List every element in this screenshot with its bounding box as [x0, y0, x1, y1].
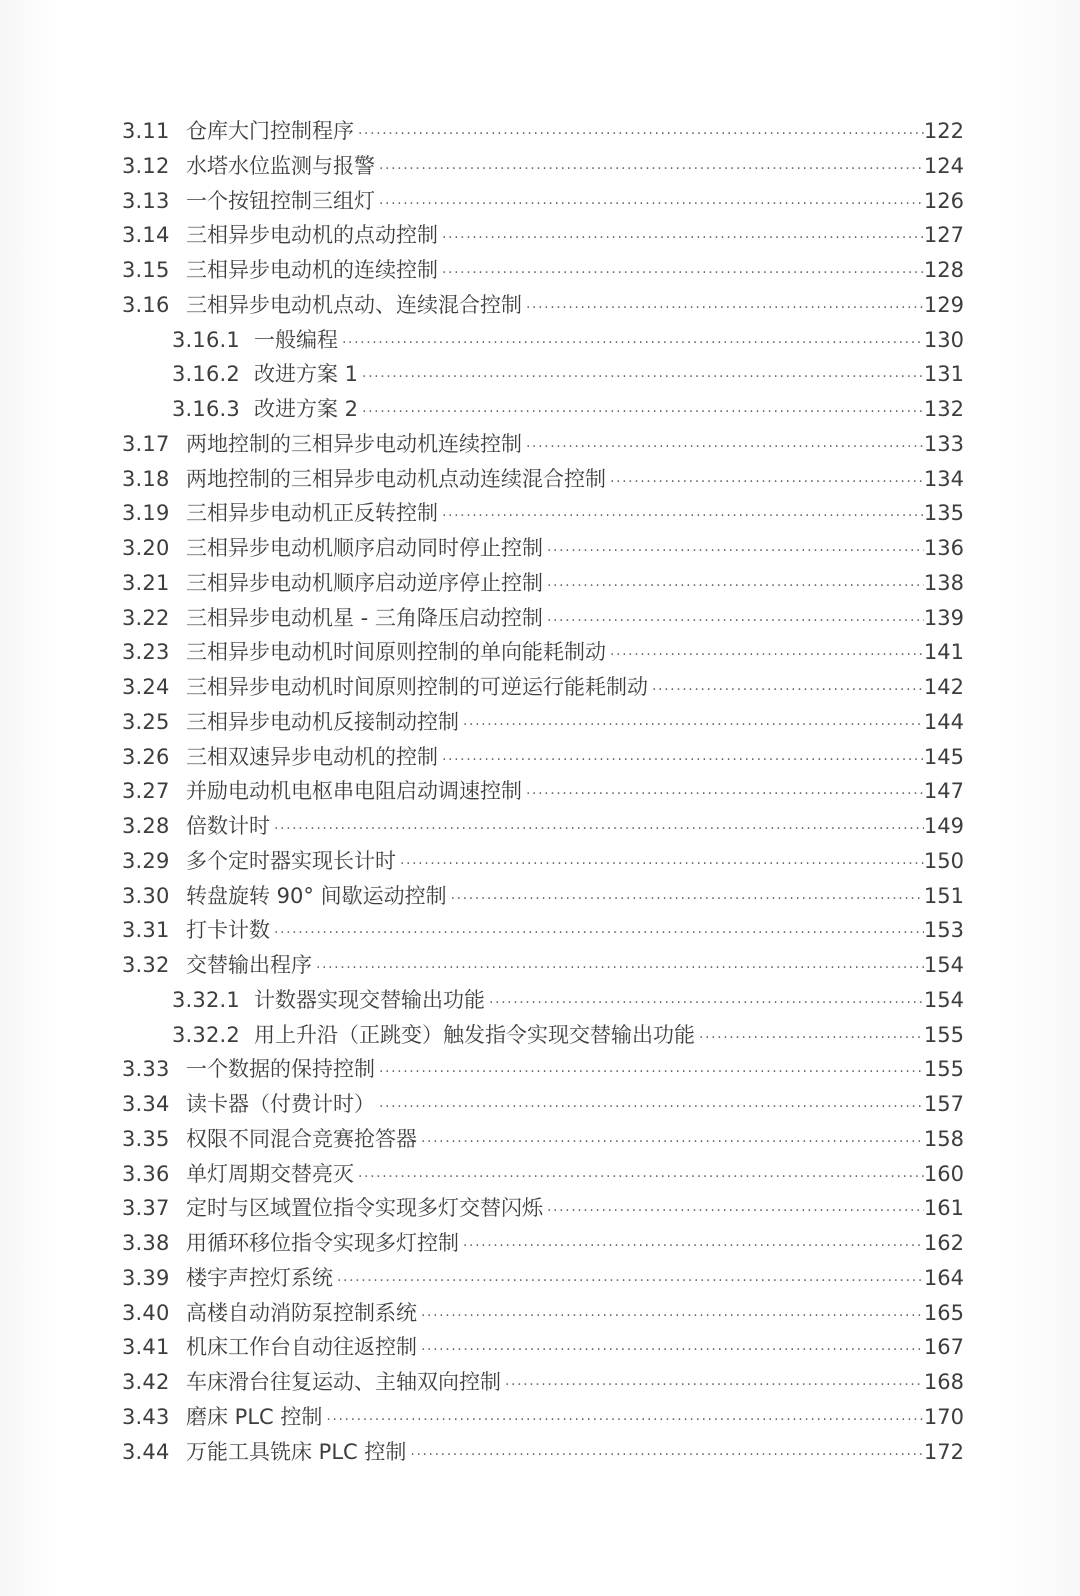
section-title: 两地控制的三相异步电动机连续控制 — [186, 431, 522, 456]
toc-section-entry — [122, 566, 964, 601]
section-number: 3.16.3 — [172, 397, 240, 421]
page-number: 160 — [923, 1161, 964, 1186]
toc-section-entry — [122, 253, 964, 288]
section-title: 并励电动机电枢串电阻启动调速控制 — [186, 779, 522, 804]
section-number: 3.42 — [122, 1370, 170, 1394]
dot-leader — [340, 326, 924, 361]
dot-leader — [461, 1229, 924, 1264]
section-number: 3.19 — [122, 501, 170, 526]
dot-leader — [608, 465, 924, 500]
toc-section-entry — [122, 1122, 964, 1157]
toc-subsection-entry — [122, 357, 964, 392]
section-title: 改进方案 2 — [254, 397, 359, 421]
page-number: 130 — [923, 327, 964, 352]
section-title: 三相异步电动机时间原则控制的可逆运行能耗制动 — [186, 675, 648, 699]
section-number: 3.32 — [122, 953, 170, 977]
dot-leader — [440, 743, 924, 778]
section-number: 3.17 — [122, 431, 170, 456]
toc-section-entry — [122, 149, 964, 184]
dot-leader — [697, 1021, 924, 1056]
page-number: 145 — [923, 744, 964, 769]
section-title: 一般编程 — [254, 327, 338, 352]
section-title: 权限不同混合竞赛抢答器 — [186, 1126, 417, 1151]
section-title: 楼宇声控灯系统 — [186, 1265, 333, 1290]
section-title: 用上升沿（正跳变）触发指令实现交替输出功能 — [254, 1022, 695, 1047]
page-number: 172 — [923, 1439, 964, 1464]
toc-section-entry — [122, 288, 964, 323]
section-number: 3.27 — [122, 779, 170, 804]
page-number: 155 — [923, 1022, 964, 1047]
page-number: 142 — [923, 675, 964, 699]
section-number: 3.34 — [122, 1092, 170, 1116]
section-number: 3.43 — [122, 1404, 170, 1429]
section-number: 3.39 — [122, 1265, 170, 1290]
section-number: 3.11 — [122, 119, 170, 143]
section-number: 3.30 — [122, 883, 170, 908]
section-title: 交替输出程序 — [186, 953, 312, 977]
section-title: 车床滑台往复运动、主轴双向控制 — [186, 1370, 501, 1394]
section-title: 三相异步电动机的连续控制 — [186, 258, 438, 282]
page-number: 138 — [923, 570, 964, 595]
section-number: 3.40 — [122, 1300, 170, 1325]
toc-section-entry — [122, 1226, 964, 1261]
toc-section-entry — [122, 462, 964, 497]
dot-leader — [440, 499, 924, 534]
toc-section-entry — [122, 948, 964, 983]
page-number: 135 — [923, 501, 964, 526]
dot-leader — [335, 1264, 924, 1299]
section-title: 转盘旋转 90° 间歇运动控制 — [186, 883, 447, 908]
page-number: 151 — [923, 883, 964, 908]
toc-section-entry — [122, 1261, 964, 1296]
section-title: 三相双速异步电动机的控制 — [186, 744, 438, 769]
page-number: 126 — [923, 188, 964, 213]
section-number: 3.14 — [122, 223, 170, 248]
toc-section-entry — [122, 496, 964, 531]
page-number: 129 — [923, 292, 964, 317]
page-number: 170 — [923, 1404, 964, 1429]
section-title: 万能工具铣床 PLC 控制 — [186, 1439, 407, 1464]
dot-leader — [419, 1299, 924, 1334]
dot-leader — [461, 708, 924, 743]
toc-subsection-entry — [122, 392, 964, 427]
section-title: 仓库大门控制程序 — [186, 119, 354, 143]
toc-section-entry — [122, 670, 964, 705]
toc-section-entry — [122, 705, 964, 740]
dot-leader — [545, 534, 924, 569]
dot-leader — [360, 360, 924, 395]
dot-leader — [419, 1125, 924, 1160]
toc-subsection-entry — [122, 983, 964, 1018]
section-number: 3.32.2 — [172, 1022, 240, 1047]
section-number: 3.12 — [122, 153, 170, 178]
toc-subsection-entry — [122, 323, 964, 358]
section-title: 三相异步电动机顺序启动同时停止控制 — [186, 536, 543, 560]
section-number: 3.16.2 — [172, 362, 240, 387]
toc-section-entry — [122, 1400, 964, 1435]
page-number: 149 — [923, 814, 964, 838]
toc-section-entry — [122, 1296, 964, 1331]
section-number: 3.21 — [122, 570, 170, 595]
toc-section-entry — [122, 879, 964, 914]
section-title: 单灯周期交替亮灭 — [186, 1161, 354, 1186]
page-number: 147 — [923, 779, 964, 804]
section-number: 3.41 — [122, 1335, 170, 1360]
dot-leader — [356, 1160, 924, 1195]
toc-section-entry — [122, 844, 964, 879]
dot-leader — [440, 221, 924, 256]
toc-section-entry — [122, 809, 964, 844]
section-title: 用循环移位指令实现多灯控制 — [186, 1231, 459, 1255]
dot-leader — [650, 673, 924, 708]
dot-leader — [487, 986, 924, 1021]
section-title: 读卡器（付费计时） — [186, 1092, 375, 1116]
section-title: 一个数据的保持控制 — [186, 1057, 375, 1082]
section-number: 3.23 — [122, 640, 170, 665]
dot-leader — [272, 812, 924, 847]
toc-section-entry — [122, 601, 964, 636]
toc-section-entry — [122, 427, 964, 462]
page-number: 162 — [923, 1231, 964, 1255]
section-number: 3.36 — [122, 1161, 170, 1186]
page-number: 161 — [923, 1196, 964, 1221]
toc-section-entry — [122, 531, 964, 566]
section-title: 三相异步电动机的点动控制 — [186, 223, 438, 248]
section-number: 3.18 — [122, 466, 170, 491]
dot-leader — [545, 569, 924, 604]
dot-leader — [324, 1403, 924, 1438]
toc-section-entry — [122, 1191, 964, 1226]
dot-leader — [449, 882, 924, 917]
toc-section-entry — [122, 774, 964, 809]
dot-leader — [524, 291, 924, 326]
section-number: 3.20 — [122, 536, 170, 560]
toc-section-entry — [122, 184, 964, 219]
section-title: 高楼自动消防泵控制系统 — [186, 1300, 417, 1325]
page-number: 141 — [923, 640, 964, 665]
dot-leader — [272, 916, 924, 951]
section-number: 3.22 — [122, 605, 170, 630]
section-title: 倍数计时 — [186, 814, 270, 838]
toc-section-entry — [122, 114, 964, 149]
page-number: 128 — [923, 258, 964, 282]
dot-leader — [503, 1368, 924, 1403]
section-title: 两地控制的三相异步电动机点动连续混合控制 — [186, 466, 606, 491]
section-number: 3.28 — [122, 814, 170, 838]
section-title: 三相异步电动机反接制动控制 — [186, 709, 459, 734]
page-number: 153 — [923, 918, 964, 943]
dot-leader — [377, 187, 924, 222]
table-of-contents — [122, 114, 964, 1469]
page-number: 155 — [923, 1057, 964, 1082]
section-number: 3.33 — [122, 1057, 170, 1082]
page-number: 167 — [923, 1335, 964, 1360]
section-number: 3.13 — [122, 188, 170, 213]
page-number: 154 — [923, 987, 964, 1012]
section-title: 三相异步电动机星 - 三角降压启动控制 — [186, 605, 543, 630]
section-number: 3.15 — [122, 258, 170, 282]
dot-leader — [356, 117, 924, 152]
toc-section-entry — [122, 1087, 964, 1122]
page-number: 158 — [923, 1126, 964, 1151]
page-number: 165 — [923, 1300, 964, 1325]
page-number: 144 — [923, 709, 964, 734]
dot-leader — [419, 1333, 924, 1368]
toc-section-entry — [122, 1157, 964, 1192]
section-title: 三相异步电动机正反转控制 — [186, 501, 438, 526]
section-title: 打卡计数 — [186, 918, 270, 943]
section-title: 水塔水位监测与报警 — [186, 153, 375, 178]
dot-leader — [524, 430, 924, 465]
section-number: 3.16 — [122, 292, 170, 317]
page-number: 131 — [923, 362, 964, 387]
section-title: 三相异步电动机点动、连续混合控制 — [186, 292, 522, 317]
toc-section-entry — [122, 913, 964, 948]
section-number: 3.24 — [122, 675, 170, 699]
page-number: 164 — [923, 1265, 964, 1290]
section-number: 3.29 — [122, 848, 170, 873]
dot-leader — [440, 256, 924, 291]
page-number: 168 — [923, 1370, 964, 1394]
page-number: 134 — [923, 466, 964, 491]
section-title: 三相异步电动机时间原则控制的单向能耗制动 — [186, 640, 606, 665]
dot-leader — [524, 777, 924, 812]
section-number: 3.37 — [122, 1196, 170, 1221]
section-title: 一个按钮控制三组灯 — [186, 188, 375, 213]
section-title: 多个定时器实现长计时 — [186, 848, 396, 873]
dot-leader — [360, 395, 924, 430]
page-number: 157 — [923, 1092, 964, 1116]
dot-leader — [398, 847, 924, 882]
dot-leader — [545, 1194, 924, 1229]
section-number: 3.31 — [122, 918, 170, 943]
toc-section-entry — [122, 635, 964, 670]
section-number: 3.35 — [122, 1126, 170, 1151]
section-number: 3.26 — [122, 744, 170, 769]
section-title: 三相异步电动机顺序启动逆序停止控制 — [186, 570, 543, 595]
toc-section-entry — [122, 1052, 964, 1087]
dot-leader — [377, 1055, 924, 1090]
dot-leader — [408, 1438, 924, 1473]
page-number: 132 — [923, 397, 964, 421]
section-title: 改进方案 1 — [254, 362, 359, 387]
dot-leader — [545, 604, 924, 639]
page-number: 150 — [923, 848, 964, 873]
section-number: 3.25 — [122, 709, 170, 734]
section-title: 计数器实现交替输出功能 — [254, 987, 485, 1012]
page-number: 122 — [923, 119, 964, 143]
toc-subsection-entry — [122, 1018, 964, 1053]
section-number: 3.44 — [122, 1439, 170, 1464]
page-number: 127 — [923, 223, 964, 248]
dot-leader — [314, 951, 924, 986]
dot-leader — [377, 1090, 924, 1125]
page-number: 124 — [923, 153, 964, 178]
page-number: 133 — [923, 431, 964, 456]
toc-section-entry — [122, 1435, 964, 1470]
dot-leader — [608, 638, 924, 673]
section-number: 3.16.1 — [172, 327, 240, 352]
dot-leader — [377, 152, 924, 187]
page-number: 154 — [923, 953, 964, 977]
toc-section-entry — [122, 740, 964, 775]
toc-section-entry — [122, 1330, 964, 1365]
section-title: 机床工作台自动往返控制 — [186, 1335, 417, 1360]
page-number: 139 — [923, 605, 964, 630]
section-title: 定时与区域置位指令实现多灯交替闪烁 — [186, 1196, 543, 1221]
toc-section-entry — [122, 218, 964, 253]
section-title: 磨床 PLC 控制 — [186, 1404, 323, 1429]
page-number: 136 — [923, 536, 964, 560]
section-number: 3.38 — [122, 1231, 170, 1255]
section-number: 3.32.1 — [172, 987, 240, 1012]
toc-section-entry — [122, 1365, 964, 1400]
